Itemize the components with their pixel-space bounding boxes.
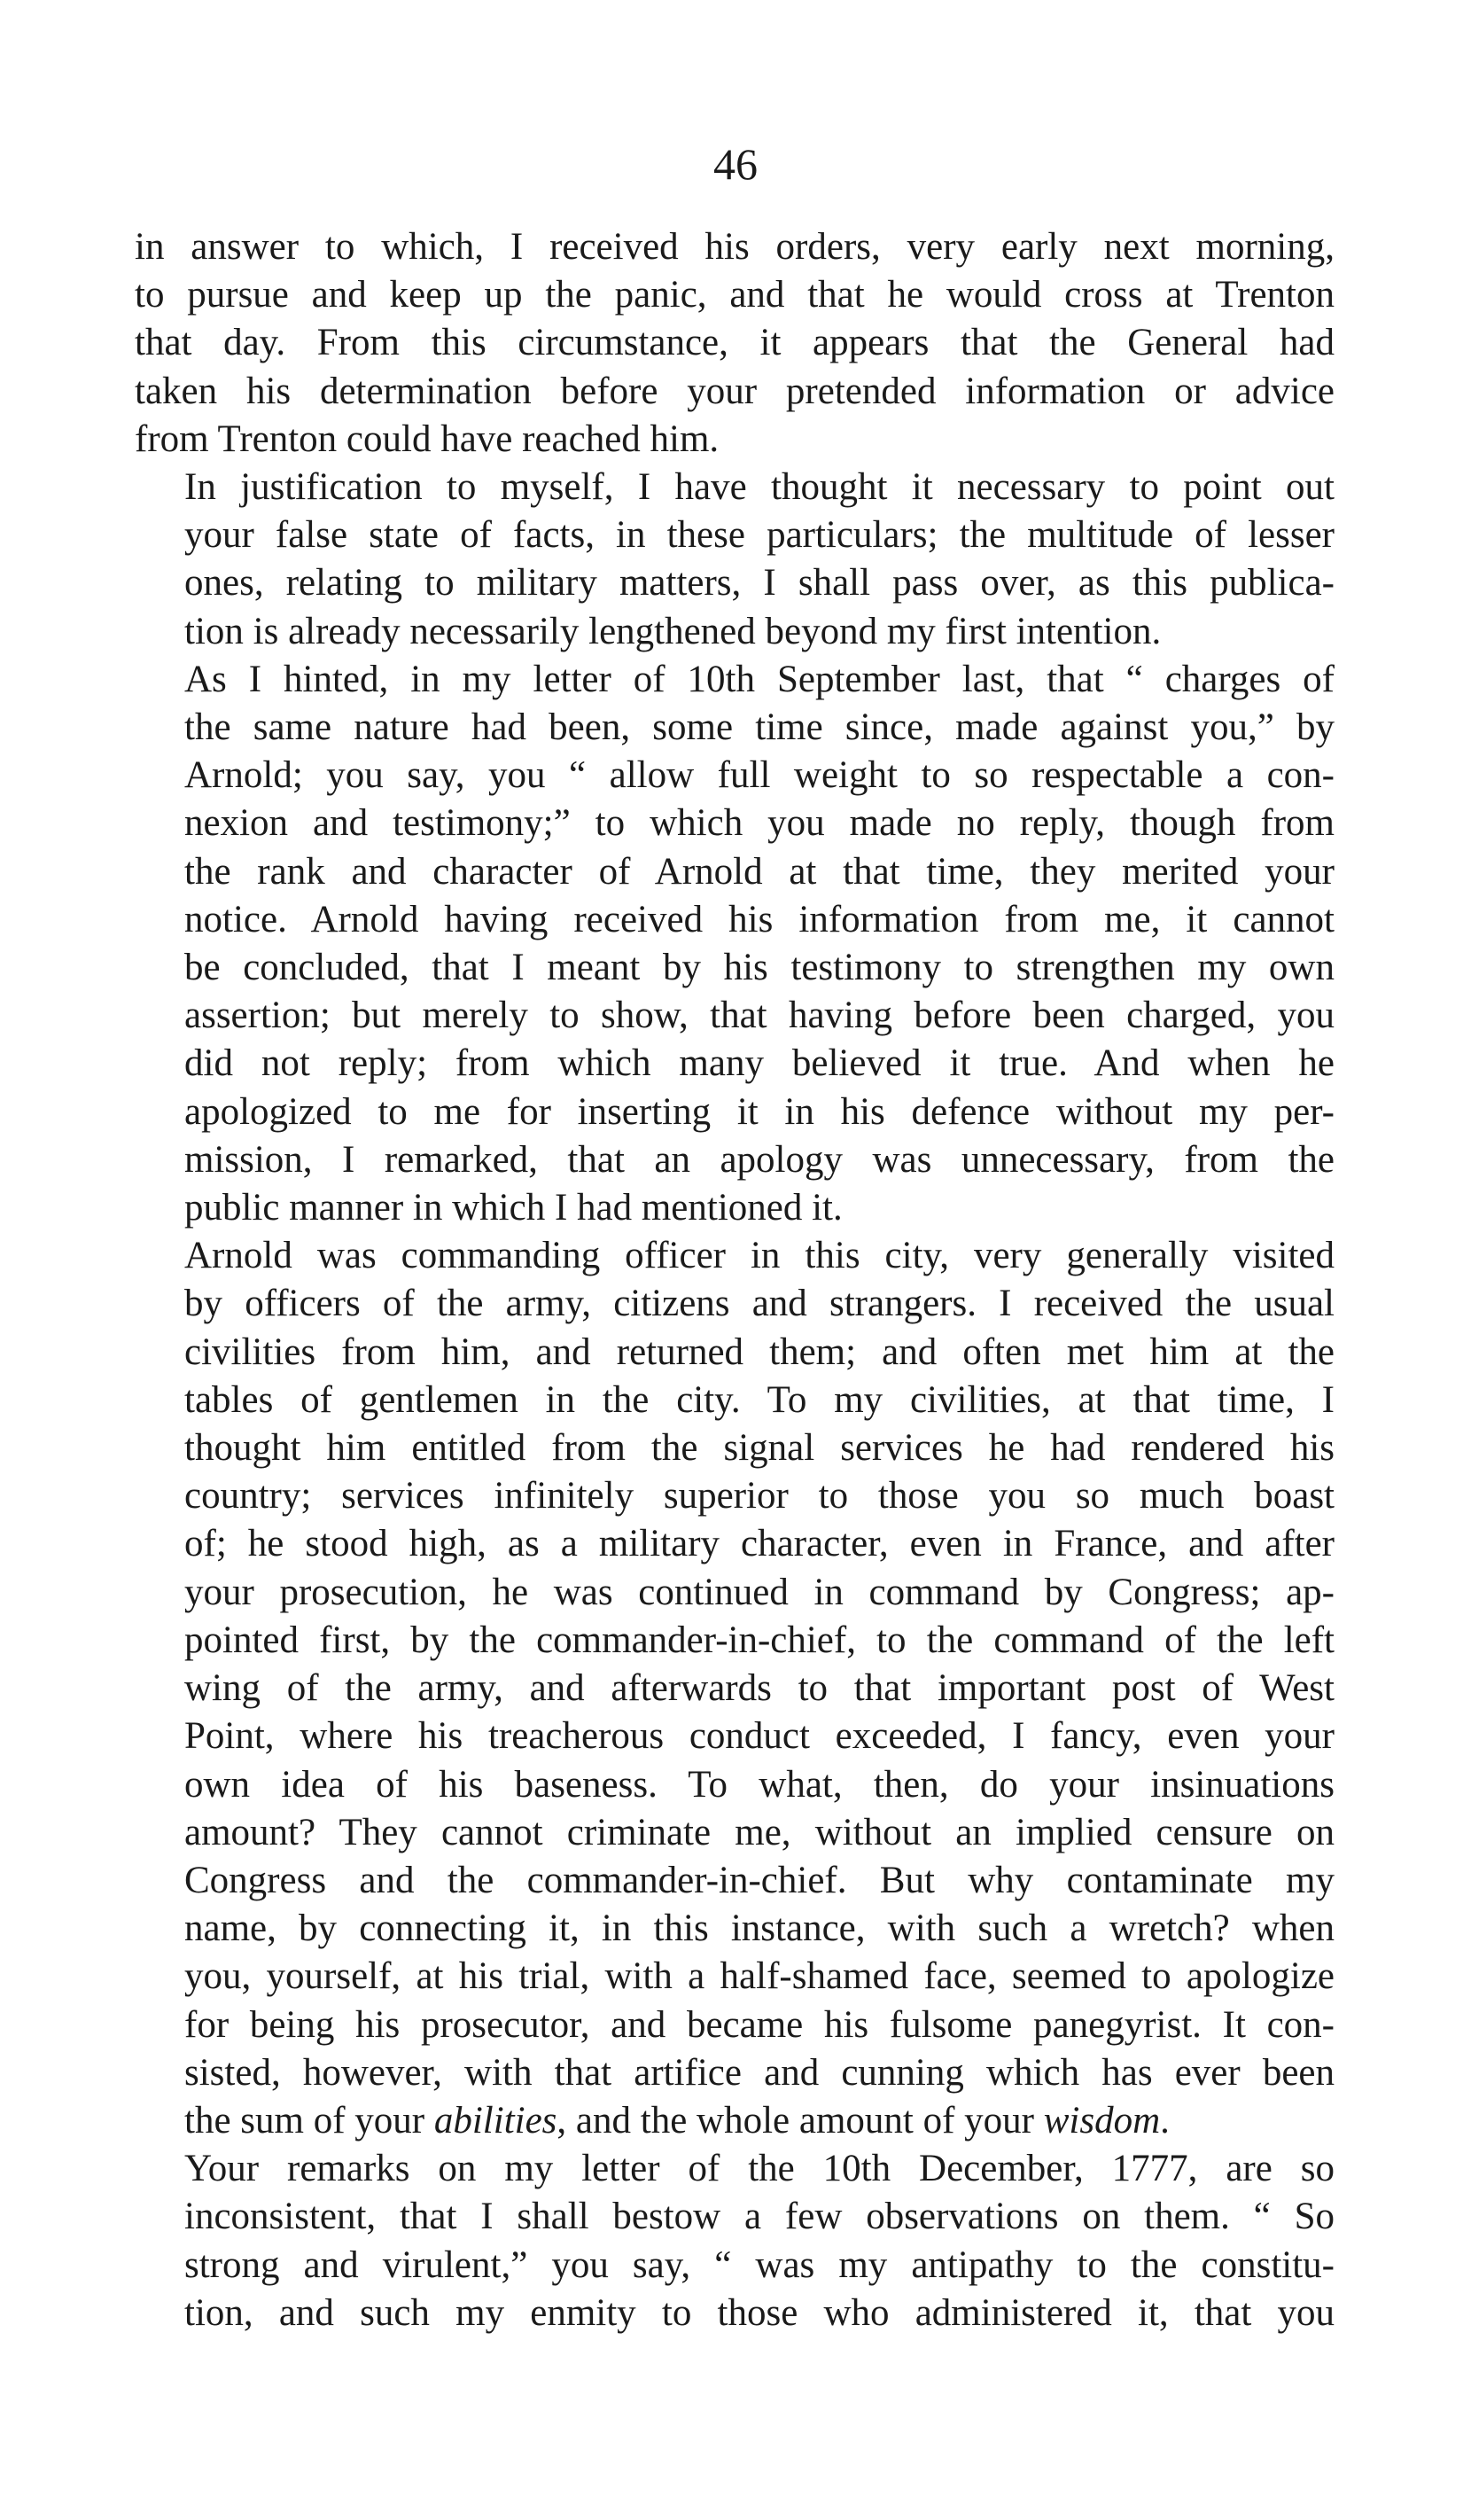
text-line: sisted, however, with that artifice and cunning which has ever been [184, 2051, 1335, 2094]
text-line: wing of the army, and afterwards to that important post of West [184, 1667, 1335, 1710]
text-run: , and the whole amount of your [556, 2099, 1044, 2142]
paragraph-2 [135, 464, 1335, 656]
text-run: the sum of your [184, 2099, 434, 2142]
text-line: Congress and the commander-in-chief. But why contaminate my [184, 1859, 1335, 1901]
paragraph-1 [135, 223, 1335, 464]
text-line: inconsistent, that I shall bestow a few observations on them. “ So [184, 2196, 1335, 2238]
text-line: to pursue and keep up the panic, and that he would cross at Trenton [135, 274, 1335, 316]
text-line: notice. Arnold having received his information from me, it cannot [184, 898, 1335, 940]
text-line: civilities from him, and returned them; and often met him at the [184, 1330, 1335, 1373]
text-line: amount? They cannot criminate me, without an implied censure on [184, 1811, 1335, 1853]
text-line: ones, relating to military matters, I shall pass over, as this publica- [184, 562, 1335, 605]
paragraph-3 [135, 656, 1335, 1232]
italic-word-abilities: abilities [433, 2099, 557, 2142]
text-line: Point, where his treacherous conduct exceeded, I fancy, even your [184, 1715, 1335, 1758]
text-line-with-italics [135, 2097, 1335, 2145]
text-line: strong and virulent,” you say, “ was my antipathy to the constitu- [184, 2243, 1335, 2286]
text-line: As I hinted, in my letter of 10th September last, that “ charges of [184, 658, 1335, 700]
paragraph-5 [135, 2145, 1335, 2337]
text-line: Your remarks on my letter of the 10th December, 1777, are so [184, 2148, 1335, 2190]
text-line: by officers of the army, citizens and strangers. I received the usual [184, 1283, 1335, 1325]
text-line: name, by connecting it, in this instance, with such a wretch? when [184, 1908, 1335, 1950]
text-line: tion, and such my enmity to those who administered it, that you [184, 2291, 1335, 2334]
page-number: 46 [713, 139, 758, 189]
text-line: In justification to myself, I have thought it necessary to point out [184, 466, 1335, 509]
text-line: apologized to me for inserting it in his defence without my per- [184, 1090, 1335, 1133]
text-line: of; he stood high, as a military character, even in France, and after [184, 1523, 1335, 1565]
text-line: you, yourself, at his trial, with a half-shamed face, seemed to apologize [184, 1955, 1335, 1998]
text-line: in answer to which, I received his orders, very early next morning, [135, 226, 1335, 268]
paragraph-4 [135, 1232, 1335, 2145]
text-line: pointed first, by the commander-in-chief, to the command of the left [184, 1619, 1335, 1661]
italic-word-wisdom: wisdom [1043, 2099, 1161, 2142]
text-line: thought him entitled from the signal services he had rendered his [184, 1427, 1335, 1470]
text-line: own idea of his baseness. To what, then, do your insinuations [184, 1763, 1335, 1806]
text-line: be concluded, that I meant by his testimony to strengthen my own [184, 947, 1335, 989]
text-line: taken his determination before your pretended information or advice [135, 370, 1335, 412]
text-line: from Trenton could have reached him. [135, 417, 720, 460]
text-line: nexion and testimony;” to which you made no reply, though from [184, 802, 1335, 845]
text-line: tables of gentlemen in the city. To my civilities, at that time, I [184, 1378, 1335, 1421]
text-line: your prosecution, he was continued in command by Congress; ap- [184, 1571, 1335, 1613]
text-line: country; services infinitely superior to those you so much boast [184, 1475, 1335, 1517]
text-line: did not reply; from which many believed it true. And when he [184, 1042, 1335, 1085]
text-line: public manner in which I had mentioned it. [184, 1187, 843, 1229]
text-line: the same nature had been, some time since, made against you,” by [184, 706, 1335, 749]
text-line: the rank and character of Arnold at that time, they merited your [184, 850, 1335, 893]
text-line: your false state of facts, in these particulars; the multitude of lesser [184, 514, 1335, 557]
document-body [135, 223, 1335, 2337]
text-line: tion is already necessarily lengthened beyond my first intention. [184, 610, 1162, 652]
text-line: Arnold was commanding officer in this city, very generally visited [184, 1235, 1335, 1277]
text-line: Arnold; you say, you “ allow full weight to so respectable a con- [184, 754, 1335, 797]
text-line: that day. From this circumstance, it appears that the General had [135, 322, 1335, 364]
text-line: for being his prosecutor, and became his fulsome panegyrist. It con- [184, 2003, 1335, 2046]
text-line: mission, I remarked, that an apology was unnecessary, from the [184, 1138, 1335, 1181]
text-run: . [1160, 2099, 1170, 2142]
text-line: assertion; but merely to show, that having before been charged, you [184, 995, 1335, 1037]
